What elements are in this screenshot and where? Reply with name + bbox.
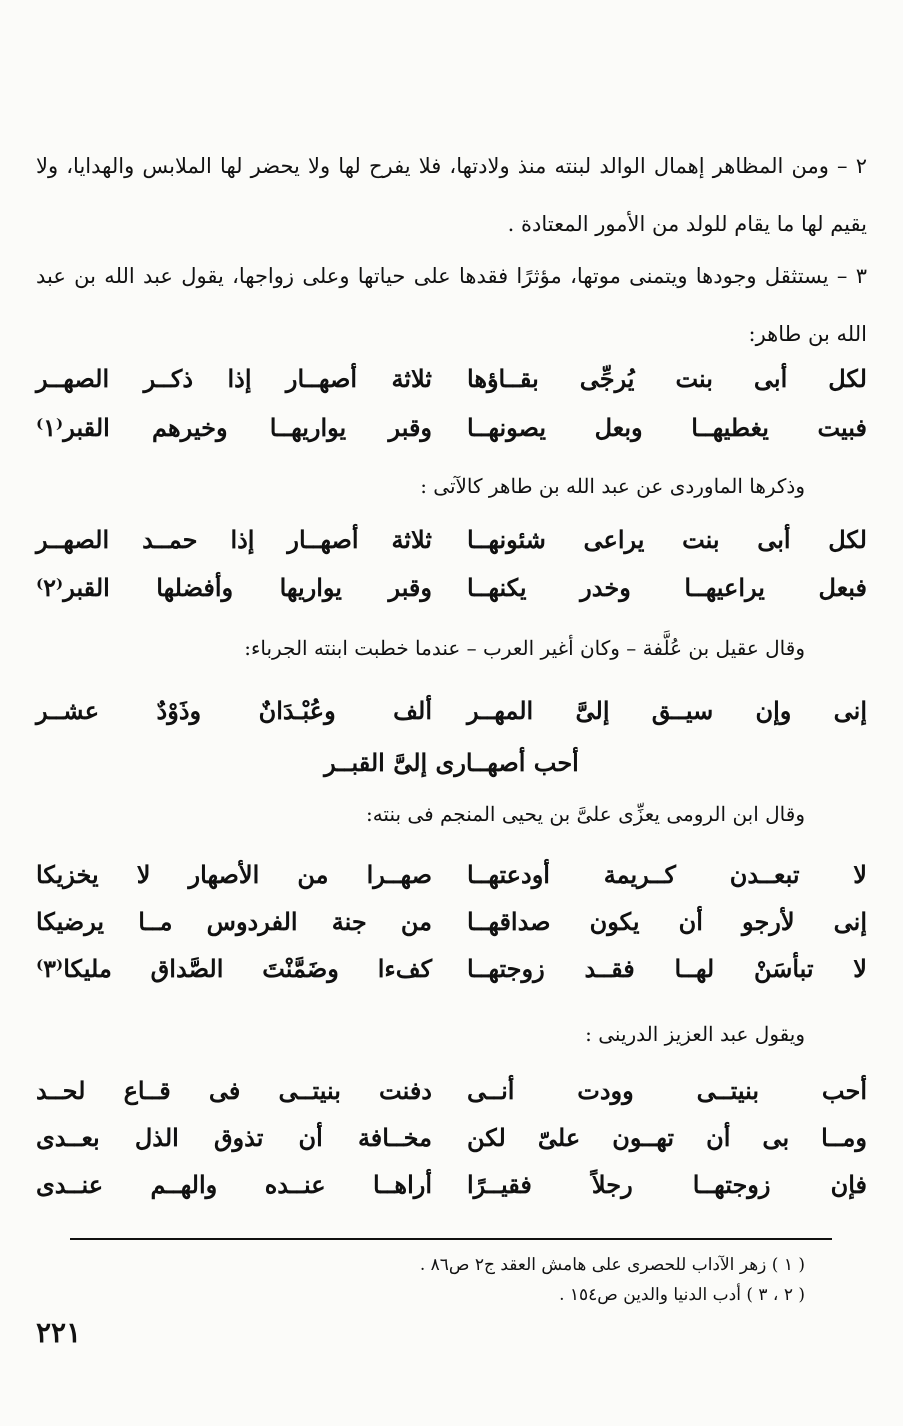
hemistich-second: صهــرا من الأصهار لا يخزيكا xyxy=(36,860,432,889)
poem2-verse-2 xyxy=(36,565,867,611)
intro-mawardi: وذكرها الماوردى عن عبد الله بن طاهر كالآتى : xyxy=(420,474,805,498)
poem5-verse-1 xyxy=(36,1068,867,1114)
hemistich-second: ألف وعُبْـدَانٌ وذَوْدٌ عشــر xyxy=(36,696,432,725)
hemistich-first: فإن زوجتهــا رجلاً فقيــرًا xyxy=(467,1170,867,1199)
poem1-verse-1 xyxy=(36,356,867,402)
poem3-center-verse: أحب أصهــارى إلىَّ القبــر xyxy=(324,748,579,777)
poem4-verse-1 xyxy=(36,852,867,898)
paragraph-item-2: ٢ – ومن المظاهر إهمال الوالد لبنته منذ ولادتها، فلا يفرح لها ولا يحضر لها الملابس والهدايا، ولا يقيم لها ما يقام للولد من الأمور المعتادة . xyxy=(36,154,867,236)
footnote-divider xyxy=(70,1238,832,1240)
hemistich-first: ومــا بى أن تهــون علىّ لكن xyxy=(467,1123,867,1152)
hemistich-first: فبيت يغطيهــا وبعل يصونهــا xyxy=(467,413,867,442)
hemistich-second: كفءا وضَمَّنْتَ الصَّداق مليكا⁽٣⁾ xyxy=(36,954,432,983)
footnote-2: ( ٢ ، ٣ ) أدب الدنيا والدين ص١٥٤ . xyxy=(559,1285,805,1305)
intro-aqil: وقال عقيل بن عُلَّفة – وكان أغير العرب – عندما خطبت ابنته الجرباء: xyxy=(244,636,805,660)
poem4-verse-3 xyxy=(36,946,867,992)
hemistich-second: مخــافة أن تذوق الذل بعــدى xyxy=(36,1123,432,1152)
hemistich-first: فبعل يراعيهــا وخدر يكنهــا xyxy=(467,573,867,602)
hemistich-second: ثلاثة أصهــار إذا حمــد الصهــر xyxy=(36,525,432,554)
hemistich-second: وقبر يواريهــا وخيرهم القبر⁽١⁾ xyxy=(36,413,432,442)
hemistich-first: لا تبأسَنْ لهــا فقــد زوجتهــا xyxy=(467,954,867,983)
hemistich-first: إنى وإن سيــق إلىَّ المهــر xyxy=(467,696,867,725)
hemistich-second: دفنت بنيتــى فى قــاع لحــد xyxy=(36,1076,432,1105)
hemistich-second: أراهــا عنــده والهــم عنــدى xyxy=(36,1170,432,1199)
poem2-verse-1 xyxy=(36,517,867,563)
hemistich-first: لكل أبى بنت يُرجِّى بقــاؤها xyxy=(467,364,867,393)
hemistich-first: لكل أبى بنت يراعى شئونهــا xyxy=(467,525,867,554)
intro-ibn-rumi: وقال ابن الرومى يعزِّى علىَّ بن يحيى المنجم فى بنته: xyxy=(365,802,805,826)
hemistich-first: أحب بنيتــى وودت أنــى xyxy=(467,1076,867,1105)
footnote-1: ( ١ ) زهر الآداب للحصرى على هامش العقد ج٢ ص٨٦ . xyxy=(419,1255,805,1275)
paragraph-item-3: ٣ – يستثقل وجودها ويتمنى موتها، مؤثرًا فقدها على حياتها وعلى زواجها، يقول عبد الله بن عبد الله بن طاهر: xyxy=(36,264,867,346)
hemistich-second: وقبر يواريها وأفضلها القبر⁽٢⁾ xyxy=(36,573,432,602)
hemistich-first: لا تبعــدن كــريمة أودعتهــا xyxy=(467,860,867,889)
hemistich-second: ثلاثة أصهــار إذا ذكــر الصهــر xyxy=(36,364,432,393)
poem5-verse-3 xyxy=(36,1162,867,1208)
hemistich-first: إنى لأرجو أن يكون صداقهــا xyxy=(467,907,867,936)
poem5-verse-2 xyxy=(36,1115,867,1161)
intro-dirini: ويقول عبد العزيز الدرينى : xyxy=(585,1022,805,1046)
poem3-verse-1 xyxy=(36,688,867,734)
hemistich-second: من جنة الفردوس مــا يرضيكا xyxy=(36,907,432,936)
poem4-verse-2 xyxy=(36,899,867,945)
poem1-verse-2 xyxy=(36,405,867,451)
page-number: ٢٢١ xyxy=(36,1316,82,1349)
